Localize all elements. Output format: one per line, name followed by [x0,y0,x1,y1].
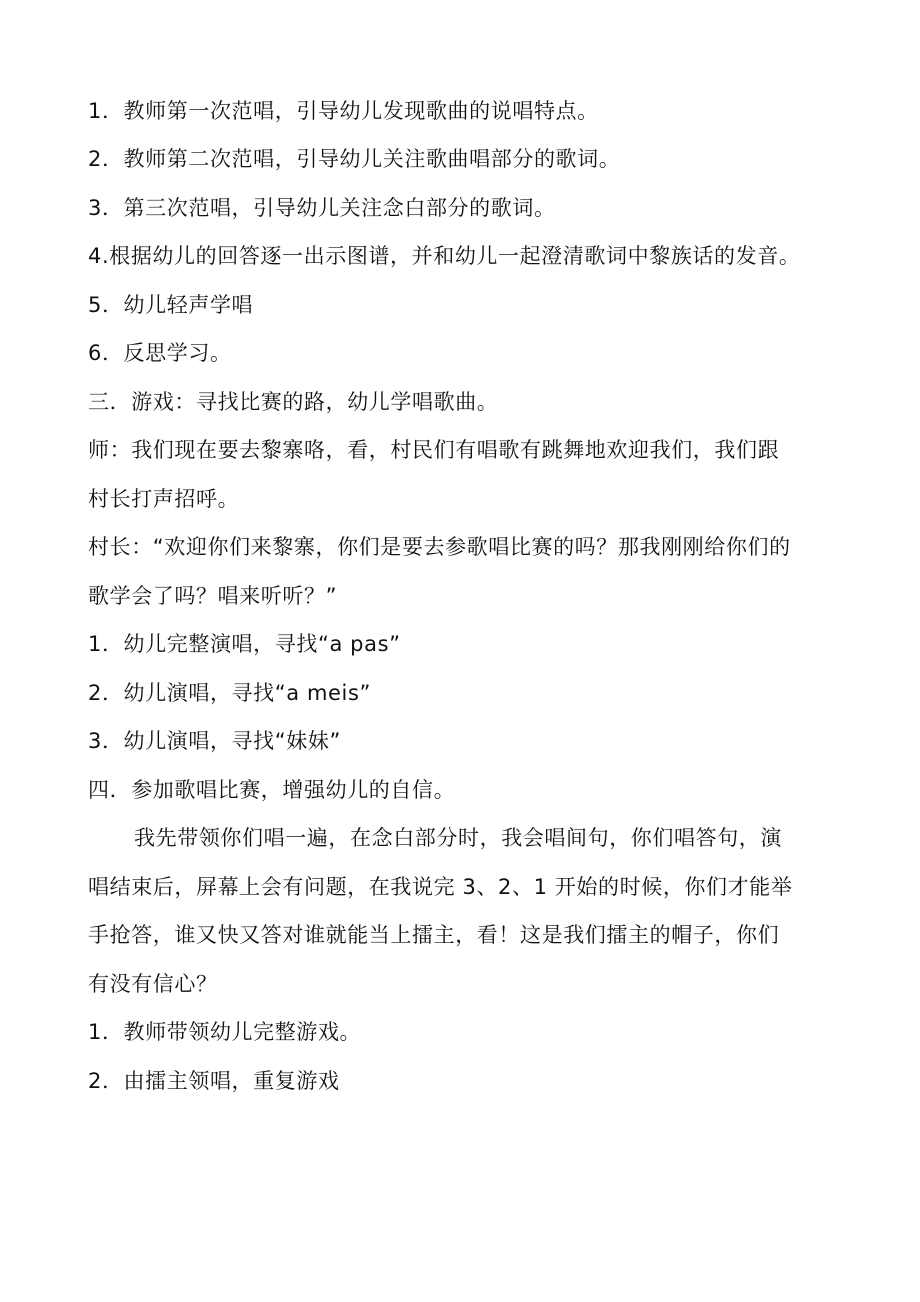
text-line: 1．幼儿完整演唱，寻找“a pas” [88,632,401,656]
text-line: 3．幼儿演唱，寻找“妹妹” [88,729,341,753]
text-line: 1．教师带领幼儿完整游戏。 [88,1020,362,1044]
section-heading: 三．游戏：寻找比赛的路，幼儿学唱歌曲。 [88,390,499,414]
text-line: 唱结束后，屏幕上会有问题，在我说完 3、2、1 开始的时候，你们才能举 [88,875,793,899]
text-line: 4.根据幼儿的回答逐一出示图谱，并和幼儿一起澄清歌词中黎族话的发音。 [88,244,801,268]
text-line: 2．幼儿演唱，寻找“a meis” [88,681,372,705]
text-line: 我先带领你们唱一遍，在念白部分时，我会唱间句，你们唱答句，演 [134,826,782,850]
text-line: 歌学会了吗？唱来听听？” [88,584,338,608]
text-line: 师：我们现在要去黎寨咯，看，村民们有唱歌有跳舞地欢迎我们，我们跟 [88,438,780,462]
text-line: 村长打声招呼。 [88,487,240,511]
text-line: 2．由擂主领唱，重复游戏 [88,1069,340,1093]
text-line: 3．第三次范唱，引导幼儿关注念白部分的歌词。 [88,196,556,220]
text-line: 6．反思学习。 [88,341,232,365]
text-line: 手抢答，谁又快又答对谁就能当上擂主，看！这是我们擂主的帽子，你们 [88,923,780,947]
text-line: 2．教师第二次范唱，引导幼儿关注歌曲唱部分的歌词。 [88,147,621,171]
text-line: 村长：“欢迎你们来黎寨，你们是要去参歌唱比赛的吗？那我刚刚给你们的 [88,535,791,559]
text-line: 1．教师第一次范唱，引导幼儿发现歌曲的说唱特点。 [88,99,599,123]
text-line: 5．幼儿轻声学唱 [88,293,254,317]
section-heading: 四．参加歌唱比赛，增强幼儿的自信。 [88,778,456,802]
text-line: 有没有信心？ [88,972,218,996]
